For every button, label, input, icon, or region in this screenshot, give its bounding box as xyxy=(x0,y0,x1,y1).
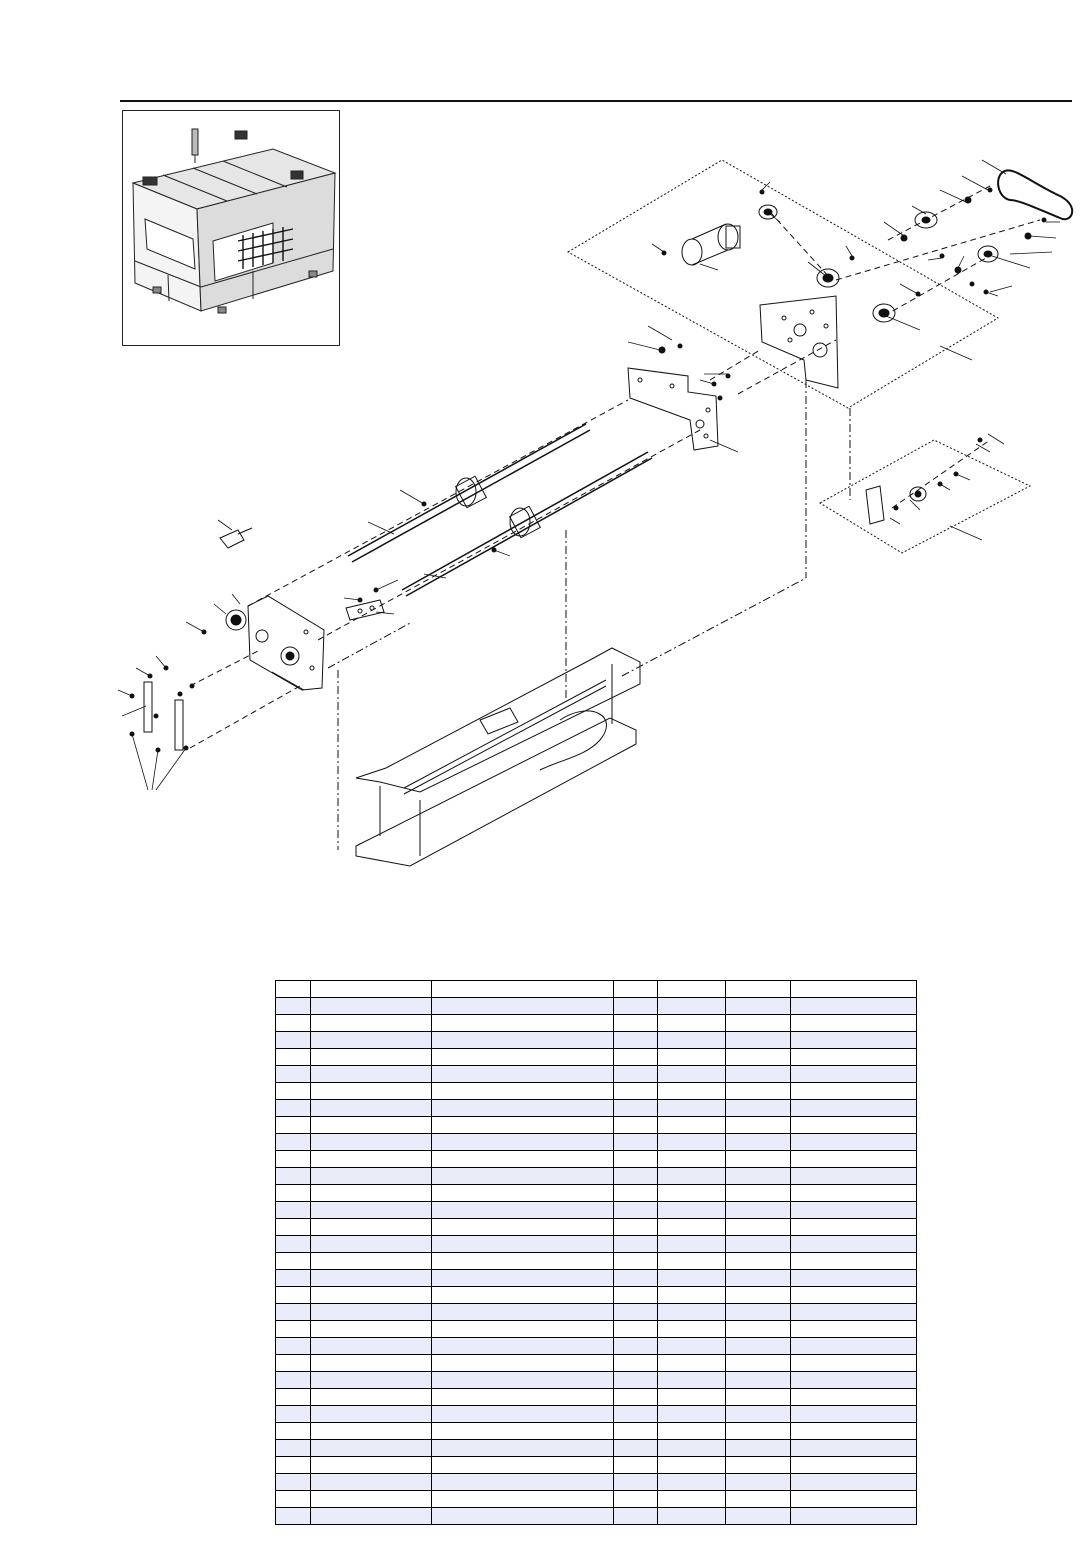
table-cell xyxy=(658,1236,726,1253)
table-row xyxy=(276,1253,917,1270)
table-cell xyxy=(614,1440,658,1457)
table-cell xyxy=(658,1151,726,1168)
table-cell xyxy=(614,1321,658,1338)
table-cell xyxy=(658,1457,726,1474)
table-cell xyxy=(432,1236,614,1253)
table-cell xyxy=(658,1287,726,1304)
table-cell xyxy=(726,1236,791,1253)
table-row xyxy=(276,1151,917,1168)
table-cell xyxy=(311,1236,432,1253)
table-cell xyxy=(726,1015,791,1032)
table-cell xyxy=(432,1083,614,1100)
rear-end-plate xyxy=(628,368,718,450)
table-cell xyxy=(726,1508,791,1525)
table-cell xyxy=(276,1066,311,1083)
table-cell xyxy=(614,1066,658,1083)
table-header-row xyxy=(276,981,917,998)
table-cell xyxy=(791,1355,917,1372)
table-cell xyxy=(311,1440,432,1457)
table-cell xyxy=(276,998,311,1015)
table-cell xyxy=(311,1134,432,1151)
table-cell xyxy=(726,1185,791,1202)
table-cell xyxy=(614,1508,658,1525)
table-cell xyxy=(726,1338,791,1355)
table-cell xyxy=(726,1100,791,1117)
table-cell xyxy=(432,1508,614,1525)
table-cell xyxy=(276,1049,311,1066)
table-cell xyxy=(614,1355,658,1372)
table-row xyxy=(276,1015,917,1032)
table-row xyxy=(276,1066,917,1083)
table-cell xyxy=(311,1508,432,1525)
table-row xyxy=(276,1389,917,1406)
table-row xyxy=(276,1491,917,1508)
table-cell xyxy=(658,1406,726,1423)
table-cell xyxy=(432,1151,614,1168)
table-cell xyxy=(658,1100,726,1117)
table-cell xyxy=(726,1270,791,1287)
table-cell xyxy=(432,1049,614,1066)
table-row xyxy=(276,1457,917,1474)
table-cell xyxy=(432,1100,614,1117)
table-cell xyxy=(276,1457,311,1474)
table-cell xyxy=(614,1236,658,1253)
table-cell xyxy=(276,1015,311,1032)
table-cell xyxy=(614,1423,658,1440)
table-cell xyxy=(311,1219,432,1236)
table-cell xyxy=(614,1253,658,1270)
table-cell xyxy=(658,1049,726,1066)
table-cell xyxy=(276,1032,311,1049)
table-cell xyxy=(658,1508,726,1525)
table-cell xyxy=(311,1151,432,1168)
table-cell xyxy=(311,1117,432,1134)
table-cell xyxy=(432,998,614,1015)
table-cell xyxy=(658,998,726,1015)
table-cell xyxy=(311,1338,432,1355)
table-row xyxy=(276,1474,917,1491)
timing-belt xyxy=(998,170,1072,219)
table-cell xyxy=(614,1474,658,1491)
table-cell xyxy=(726,1134,791,1151)
table-cell xyxy=(432,1202,614,1219)
table-cell xyxy=(311,1457,432,1474)
table-cell xyxy=(726,1032,791,1049)
table-cell xyxy=(658,1355,726,1372)
table-cell xyxy=(791,1185,917,1202)
fasteners xyxy=(130,188,1046,752)
table-cell xyxy=(276,1372,311,1389)
table-cell xyxy=(791,1321,917,1338)
table-cell xyxy=(791,1168,917,1185)
table-header-cell xyxy=(311,981,432,998)
table-cell xyxy=(276,1440,311,1457)
table-cell xyxy=(311,1270,432,1287)
table-cell xyxy=(311,1168,432,1185)
table-cell xyxy=(432,1457,614,1474)
sensor-bracket xyxy=(220,528,252,548)
table-cell xyxy=(432,1185,614,1202)
table-cell xyxy=(311,1389,432,1406)
table-cell xyxy=(658,1032,726,1049)
base-frame xyxy=(356,648,640,866)
table-cell xyxy=(311,1032,432,1049)
table-cell xyxy=(726,1457,791,1474)
table-row xyxy=(276,1083,917,1100)
table-cell xyxy=(658,1015,726,1032)
table-row xyxy=(276,1372,917,1389)
table-cell xyxy=(658,1168,726,1185)
table-cell xyxy=(614,1457,658,1474)
table-cell xyxy=(276,1134,311,1151)
table-row xyxy=(276,1338,917,1355)
nut-bracket xyxy=(346,600,384,620)
table-row xyxy=(276,1049,917,1066)
table-cell xyxy=(726,1406,791,1423)
table-cell xyxy=(658,1117,726,1134)
table-cell xyxy=(614,1185,658,1202)
table-cell xyxy=(432,1406,614,1423)
table-cell xyxy=(432,1423,614,1440)
table-cell xyxy=(658,1321,726,1338)
table-cell xyxy=(311,1406,432,1423)
table-cell xyxy=(432,1287,614,1304)
table-cell xyxy=(432,1355,614,1372)
table-cell xyxy=(276,1202,311,1219)
table-cell xyxy=(658,1134,726,1151)
table-cell xyxy=(432,1304,614,1321)
bearing-housing-lower xyxy=(873,304,895,322)
table-cell xyxy=(726,1355,791,1372)
table-row xyxy=(276,1134,917,1151)
table-cell xyxy=(791,1134,917,1151)
table-header-cell xyxy=(791,981,917,998)
table-cell xyxy=(432,1168,614,1185)
table-cell xyxy=(311,1185,432,1202)
table-cell xyxy=(311,1202,432,1219)
table-cell xyxy=(432,1066,614,1083)
table-cell xyxy=(726,1202,791,1219)
table-cell xyxy=(726,1372,791,1389)
front-vertical-brackets xyxy=(144,682,183,750)
table-cell xyxy=(791,1423,917,1440)
table-cell xyxy=(658,1338,726,1355)
table-cell xyxy=(614,1491,658,1508)
table-cell xyxy=(614,1134,658,1151)
parts-list-table xyxy=(275,980,917,1525)
table-cell xyxy=(658,1202,726,1219)
table-cell xyxy=(726,1491,791,1508)
table-cell xyxy=(791,1338,917,1355)
table-cell xyxy=(791,1083,917,1100)
table-cell xyxy=(726,1440,791,1457)
table-cell xyxy=(791,1015,917,1032)
table-cell xyxy=(276,1389,311,1406)
table-cell xyxy=(791,1491,917,1508)
table-row xyxy=(276,1032,917,1049)
table-row xyxy=(276,1304,917,1321)
table-cell xyxy=(311,1491,432,1508)
table-cell xyxy=(276,1406,311,1423)
table-cell xyxy=(791,1236,917,1253)
table-cell xyxy=(614,998,658,1015)
table-cell xyxy=(432,1474,614,1491)
table-cell xyxy=(311,1083,432,1100)
table-cell xyxy=(614,1117,658,1134)
table-cell xyxy=(614,1338,658,1355)
table-row xyxy=(276,1406,917,1423)
table-cell xyxy=(791,1406,917,1423)
table-cell xyxy=(726,1474,791,1491)
table-cell xyxy=(432,1440,614,1457)
table-cell xyxy=(614,1083,658,1100)
ball-screw-lower xyxy=(402,452,652,596)
table-cell xyxy=(614,1202,658,1219)
table-cell xyxy=(311,1100,432,1117)
table-cell xyxy=(726,998,791,1015)
table-cell xyxy=(614,1168,658,1185)
table-cell xyxy=(276,1219,311,1236)
table-row xyxy=(276,1508,917,1525)
table-cell xyxy=(791,1440,917,1457)
table-row xyxy=(276,1219,917,1236)
table-cell xyxy=(658,1083,726,1100)
table-cell xyxy=(658,1423,726,1440)
motor-pulley xyxy=(759,205,777,219)
table-cell xyxy=(726,1423,791,1440)
table-cell xyxy=(311,1321,432,1338)
table-cell xyxy=(432,1372,614,1389)
table-cell xyxy=(276,1287,311,1304)
table-cell xyxy=(432,1219,614,1236)
table-header-cell xyxy=(726,981,791,998)
table-row xyxy=(276,1100,917,1117)
table-cell xyxy=(726,1049,791,1066)
table-cell xyxy=(658,1253,726,1270)
table-cell xyxy=(311,1304,432,1321)
ball-screw-upper xyxy=(348,424,590,562)
table-row xyxy=(276,1202,917,1219)
table-cell xyxy=(311,1474,432,1491)
table-cell xyxy=(276,1474,311,1491)
table-row xyxy=(276,1270,917,1287)
table-row xyxy=(276,1168,917,1185)
table-cell xyxy=(614,1015,658,1032)
table-row xyxy=(276,1355,917,1372)
table-cell xyxy=(791,1474,917,1491)
table-cell xyxy=(614,1049,658,1066)
table-cell xyxy=(276,1270,311,1287)
table-cell xyxy=(614,1287,658,1304)
table-cell xyxy=(726,1287,791,1304)
table-cell xyxy=(276,1185,311,1202)
table-cell xyxy=(658,1066,726,1083)
table-cell xyxy=(311,1049,432,1066)
table-cell xyxy=(614,1270,658,1287)
table-cell xyxy=(791,1389,917,1406)
drive-motor xyxy=(682,224,740,265)
table-cell xyxy=(791,1202,917,1219)
table-cell xyxy=(791,998,917,1015)
table-cell xyxy=(726,1117,791,1134)
table-cell xyxy=(614,1100,658,1117)
table-cell xyxy=(311,1423,432,1440)
table-cell xyxy=(311,1355,432,1372)
table-cell xyxy=(791,1049,917,1066)
axis-dashed-lines xyxy=(190,186,1040,748)
motor-subassembly-boundary xyxy=(568,160,998,408)
table-cell xyxy=(276,1304,311,1321)
table-cell xyxy=(432,1134,614,1151)
table-cell xyxy=(658,1219,726,1236)
table-cell xyxy=(276,1083,311,1100)
table-cell xyxy=(791,1304,917,1321)
table-cell xyxy=(726,1253,791,1270)
table-cell xyxy=(726,1389,791,1406)
table-cell xyxy=(791,1151,917,1168)
table-row xyxy=(276,1287,917,1304)
table-row xyxy=(276,1117,917,1134)
table-cell xyxy=(432,1270,614,1287)
table-cell xyxy=(658,1491,726,1508)
table-cell xyxy=(311,1287,432,1304)
table-header-cell xyxy=(432,981,614,998)
table-cell xyxy=(311,1015,432,1032)
table-cell xyxy=(311,1253,432,1270)
table-row xyxy=(276,1423,917,1440)
table-cell xyxy=(726,1083,791,1100)
table-row xyxy=(276,1185,917,1202)
table-cell xyxy=(791,1032,917,1049)
table-cell xyxy=(726,1321,791,1338)
table-cell xyxy=(311,998,432,1015)
table-cell xyxy=(791,1457,917,1474)
drive-pulley-right xyxy=(978,246,998,262)
table-cell xyxy=(791,1287,917,1304)
table-header-cell xyxy=(614,981,658,998)
table-cell xyxy=(791,1100,917,1117)
table-cell xyxy=(276,1168,311,1185)
table-cell xyxy=(432,1338,614,1355)
table-cell xyxy=(432,1491,614,1508)
table-cell xyxy=(791,1372,917,1389)
table-cell xyxy=(276,1236,311,1253)
table-row xyxy=(276,1321,917,1338)
table-cell xyxy=(614,1372,658,1389)
table-cell xyxy=(276,1253,311,1270)
table-cell xyxy=(311,1372,432,1389)
table-cell xyxy=(658,1185,726,1202)
table-cell xyxy=(658,1440,726,1457)
table-cell xyxy=(432,1389,614,1406)
table-cell xyxy=(614,1032,658,1049)
table-cell xyxy=(658,1304,726,1321)
table-cell xyxy=(658,1372,726,1389)
table-cell xyxy=(791,1253,917,1270)
table-row xyxy=(276,998,917,1015)
table-cell xyxy=(791,1066,917,1083)
table-row xyxy=(276,1236,917,1253)
table-cell xyxy=(658,1389,726,1406)
table-cell xyxy=(276,1117,311,1134)
table-cell xyxy=(614,1304,658,1321)
table-cell xyxy=(432,1321,614,1338)
table-row xyxy=(276,1440,917,1457)
table-cell xyxy=(791,1117,917,1134)
table-cell xyxy=(311,1066,432,1083)
table-cell xyxy=(614,1389,658,1406)
table-cell xyxy=(658,1474,726,1491)
table-cell xyxy=(726,1066,791,1083)
table-cell xyxy=(276,1338,311,1355)
table-cell xyxy=(726,1219,791,1236)
table-cell xyxy=(276,1508,311,1525)
table-cell xyxy=(276,1491,311,1508)
table-cell xyxy=(276,1423,311,1440)
table-cell xyxy=(614,1151,658,1168)
table-header-cell xyxy=(276,981,311,998)
motor-mount-plate xyxy=(760,296,838,388)
table-cell xyxy=(791,1219,917,1236)
table-cell xyxy=(726,1304,791,1321)
table-cell xyxy=(432,1032,614,1049)
table-cell xyxy=(614,1219,658,1236)
table-cell xyxy=(432,1015,614,1032)
table-cell xyxy=(791,1508,917,1525)
table-header-cell xyxy=(658,981,726,998)
table-cell xyxy=(276,1355,311,1372)
explode-guide-lines xyxy=(328,380,850,850)
table-cell xyxy=(726,1151,791,1168)
table-cell xyxy=(791,1270,917,1287)
table-cell xyxy=(276,1321,311,1338)
table-cell xyxy=(614,1406,658,1423)
table-cell xyxy=(432,1117,614,1134)
table-cell xyxy=(432,1253,614,1270)
table-cell xyxy=(276,1100,311,1117)
table-cell xyxy=(658,1270,726,1287)
front-end-plate xyxy=(226,596,324,690)
table-cell xyxy=(726,1168,791,1185)
table-cell xyxy=(276,1151,311,1168)
